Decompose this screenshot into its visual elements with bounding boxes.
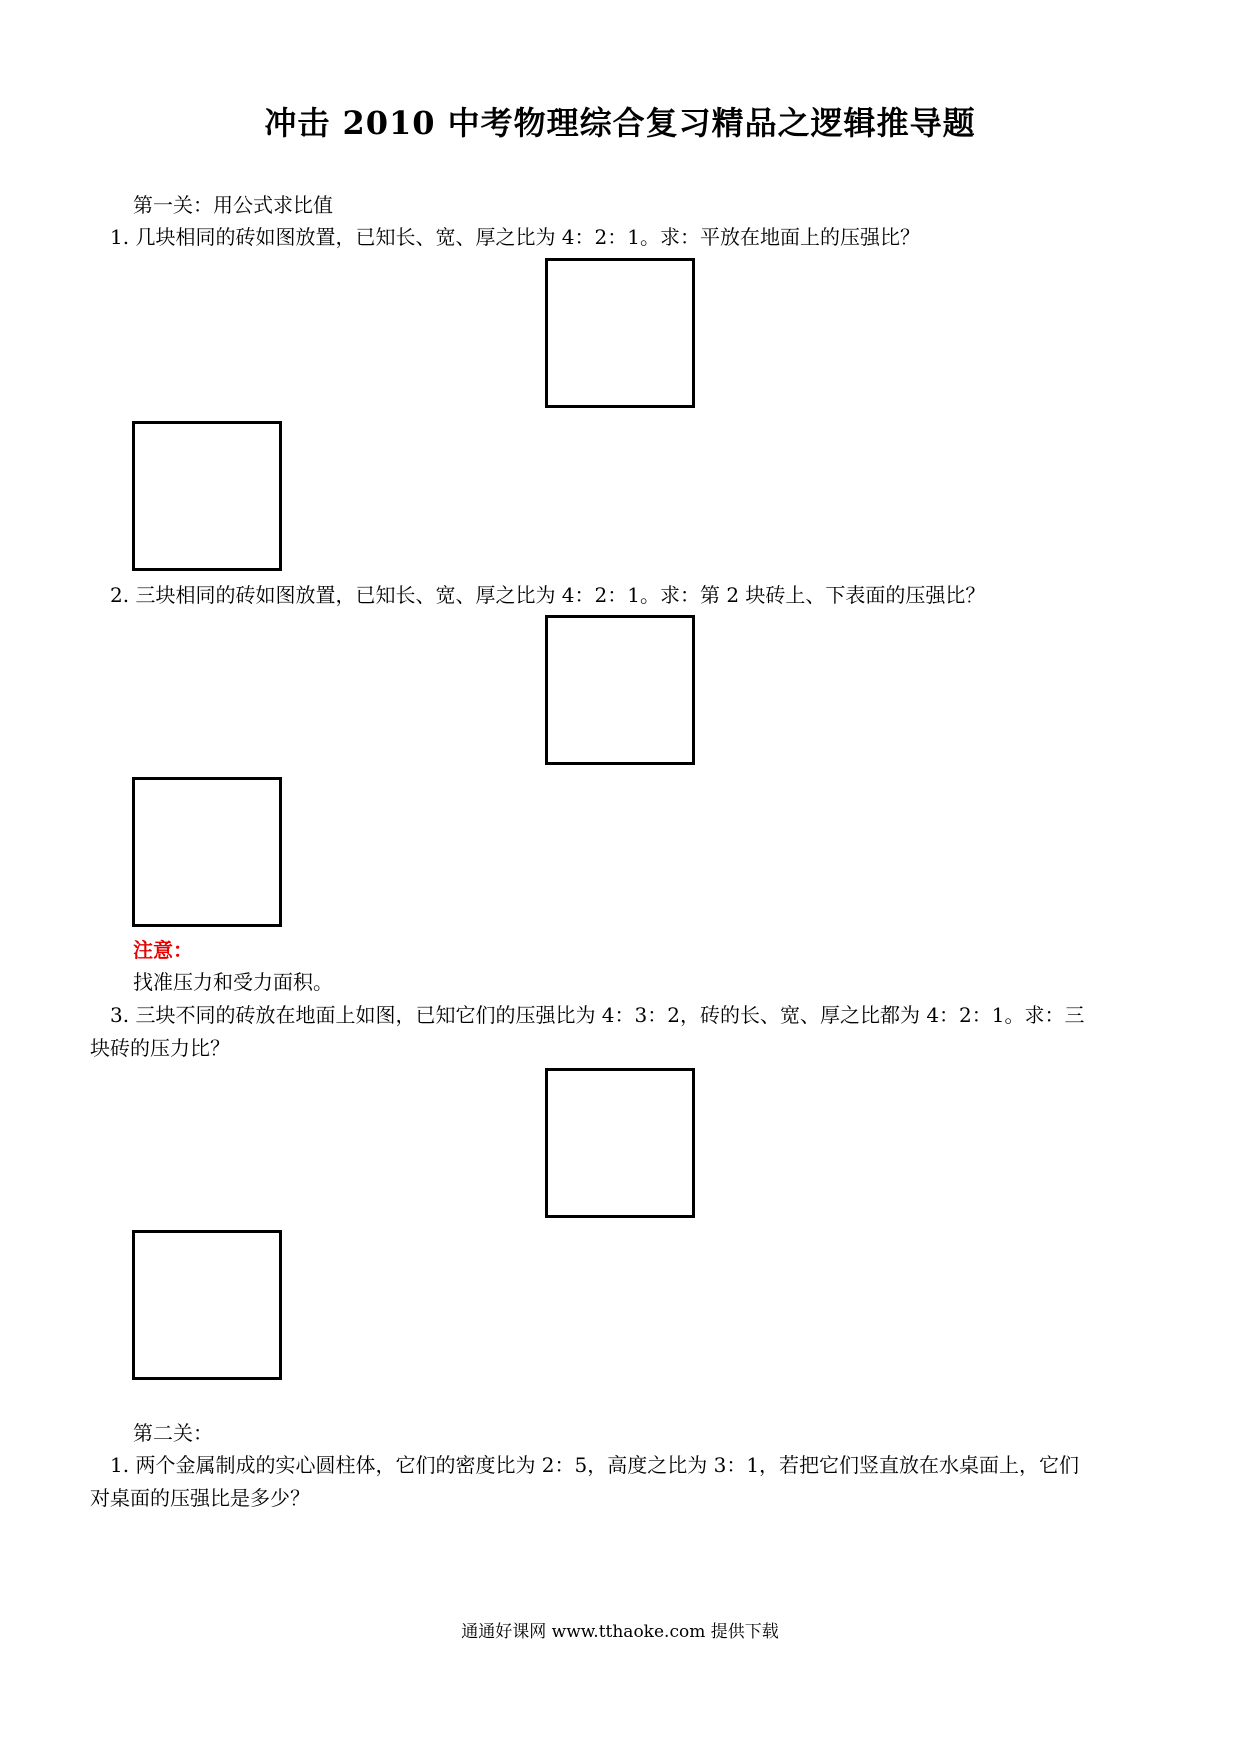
figure-placeholder-q1-upper — [545, 258, 695, 408]
note-label: 注意： — [133, 938, 193, 962]
question-1: 1. 几块相同的砖如图放置，已知长、宽、厚之比为 4：2：1。求：平放在地面上的压强比？ — [110, 225, 920, 249]
note-text: 找准压力和受力面积。 — [133, 970, 333, 994]
section2-heading: 第二关： — [133, 1421, 213, 1445]
figure-placeholder-q2-upper — [545, 615, 695, 765]
figure-placeholder-q2-lower — [132, 777, 282, 927]
page-title: 冲击 2010 中考物理综合复习精品之逻辑推导题 — [264, 104, 976, 142]
question-2: 2. 三块相同的砖如图放置，已知长、宽、厚之比为 4：2：1。求：第 2 块砖上、下表面的压强比？ — [110, 583, 986, 607]
question-3-line-1: 3. 三块不同的砖放在地面上如图，已知它们的压强比为 4：3：2，砖的长、宽、厚之比都为 4：2：1。求：三 — [110, 1003, 1085, 1027]
section2-question-1-line-1: 1. 两个金属制成的实心圆柱体，它们的密度比为 2：5，高度之比为 3：1，若把它们竖直放在水桌面上，它们 — [110, 1453, 1080, 1477]
figure-placeholder-q3-upper — [545, 1068, 695, 1218]
section1-heading: 第一关：用公式求比值 — [133, 193, 333, 217]
section2-question-1-line-2: 对桌面的压强比是多少？ — [90, 1486, 310, 1510]
figure-placeholder-q3-lower — [132, 1230, 282, 1380]
page-footer: 通通好课网 www.tthaoke.com 提供下载 — [461, 1622, 779, 1642]
question-3-line-2: 块砖的压力比？ — [90, 1036, 230, 1060]
figure-placeholder-q1-lower — [132, 421, 282, 571]
